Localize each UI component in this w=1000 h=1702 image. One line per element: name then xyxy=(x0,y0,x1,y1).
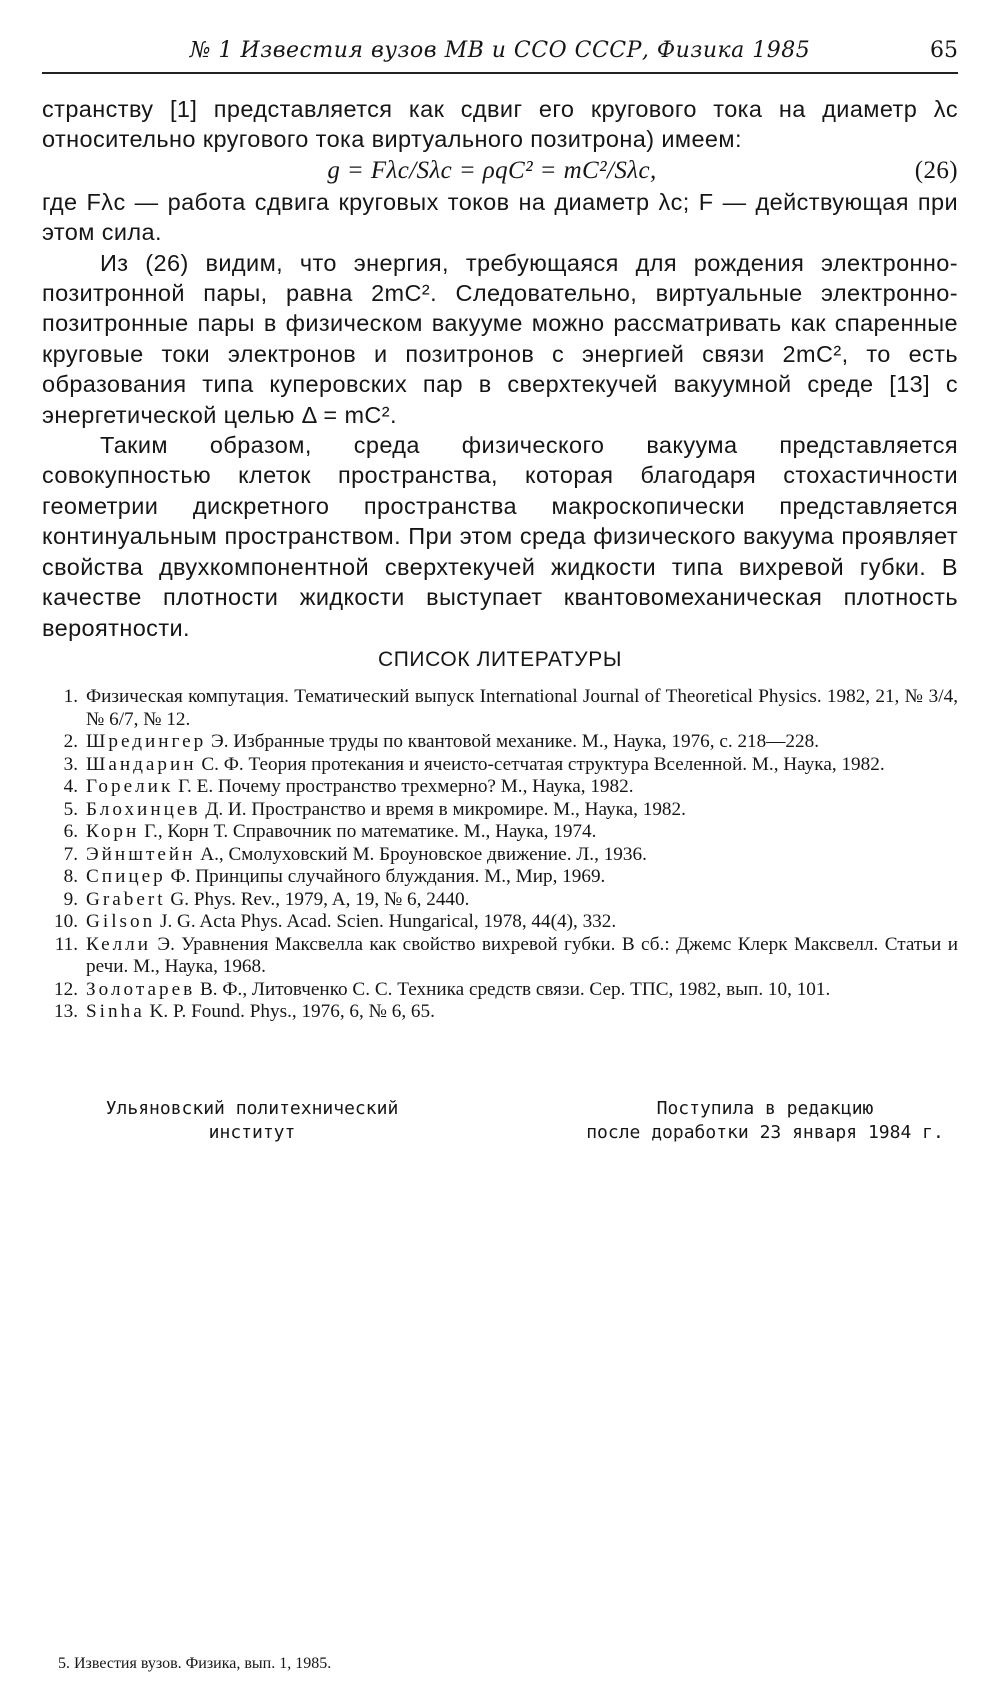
reference-item xyxy=(42,686,958,731)
reference-author: Шредингер xyxy=(86,731,207,752)
reference-author: Спицер xyxy=(86,866,166,887)
reference-item xyxy=(42,979,958,1002)
reference-item xyxy=(42,754,958,777)
reference-item xyxy=(42,844,958,867)
reference-number: 4. xyxy=(63,776,78,797)
reference-number: 6. xyxy=(63,821,78,842)
reference-text: С. Ф. Теория протекания и ячеисто-сетчатая структура Вселенной. М., Наука, 1982. xyxy=(196,753,885,775)
reference-text: Э. Уравнения Максвелла как свойство вихревой губки. В сб.: Джемс Клерк Максвелл. Статьи и речи. М., Наука, 1968. xyxy=(86,933,958,977)
reference-item xyxy=(42,1001,958,1024)
reference-number: 2. xyxy=(63,731,78,752)
reference-author: Блохинцев xyxy=(86,798,201,820)
reference-number: 9. xyxy=(63,888,78,910)
reference-item xyxy=(42,731,958,754)
reference-item xyxy=(42,889,958,912)
formula: g = Fλc/Sλc = ρqC² = mC²/Sλc, xyxy=(327,156,657,184)
reference-text: K. P. Found. Phys., 1976, 6, № 6, 65. xyxy=(144,1001,435,1022)
main-text xyxy=(42,94,958,643)
affiliation-line-2: институт xyxy=(208,1122,296,1143)
reference-text: Э. Избранные труды по квантовой механике. М., Наука, 1976, с. 218—228. xyxy=(206,731,820,752)
received-line-2: после доработки 23 января 1984 г. xyxy=(586,1122,944,1143)
reference-item xyxy=(42,776,958,799)
paragraph-4: Таким образом, среда физического вакуума представляется совокупностью клеток пространства, которая благодаря стохастичности геометрии дискретного пространства макроскопически представляется континуальным пространством. При этом среда физического вакуума проявляет свойства двухкомпонентной сверхтекучей жидкости типа вихревой губки. В качестве плотности жидкости выступает квантовомеханическая плотность вероятности. xyxy=(42,432,958,641)
received-note xyxy=(570,1097,960,1145)
equation-number: (26) xyxy=(914,156,958,184)
reference-author: Grabert xyxy=(86,888,166,910)
reference-text: Г. Е. Почему пространство трехмерно? М., Наука, 1982. xyxy=(173,776,634,797)
reference-text: Д. И. Пространство и время в микромире. М., Наука, 1982. xyxy=(200,798,686,820)
reference-text: Ф. Принципы случайного блуждания. М., Мир, 1969. xyxy=(165,866,606,887)
reference-author: Корн xyxy=(86,821,140,842)
received-line-1: Поступила в редакцию xyxy=(656,1098,874,1119)
page-number: 65 xyxy=(930,38,958,63)
equation-26 xyxy=(42,155,958,187)
reference-author: Эйнштейн xyxy=(86,843,196,865)
reference-text: G. Phys. Rev., 1979, A, 19, № 6, 2440. xyxy=(165,888,470,910)
reference-list xyxy=(42,686,958,1024)
reference-text: В. Ф., Литовченко С. С. Техника средств связи. Сер. ТПС, 1982, вып. 10, 101. xyxy=(195,978,831,1000)
reference-number: 1. xyxy=(63,686,78,707)
journal-title: № 1 Известия вузов МВ и ССО СССР, Физика 1985 xyxy=(189,38,811,63)
reference-item xyxy=(42,934,958,979)
footer-signature: 5. Известия вузов. Физика, вып. 1, 1985. xyxy=(58,1655,332,1672)
paragraph-1: странству [1] представляется как сдвиг его кругового тока на диаметр λc относительно кругового тока виртуального позитрона) имеем: xyxy=(42,96,958,153)
reference-number: 12. xyxy=(54,978,78,1000)
running-header xyxy=(42,38,958,74)
affiliation-line-1: Ульяновский политехнический xyxy=(105,1098,399,1119)
paragraph-3: Из (26) видим, что энергия, требующаяся для рождения электронно-позитронной пары, равна 2mC². Следовательно, виртуальные электронно-позитронные пары в физическом вакууме можно рассматривать как спаренные круговые токи электронов и позитронов с энергией связи 2mC², то есть образования типа куперовских пар в сверхтекучей вакуумной среде [13] с энергетической целью Δ = mC². xyxy=(42,249,958,428)
affiliation xyxy=(92,1097,412,1145)
reference-number: 5. xyxy=(63,798,78,820)
reference-author: Gilson xyxy=(86,911,156,932)
reference-item xyxy=(42,821,958,844)
reference-item xyxy=(42,866,958,889)
reference-author: Келли xyxy=(86,933,152,955)
reference-item xyxy=(42,911,958,934)
reference-text: J. G. Acta Phys. Acad. Scien. Hungarical, 1978, 44(4), 332. xyxy=(155,911,617,932)
reference-number: 13. xyxy=(54,1001,78,1022)
reference-author: Sinha xyxy=(86,1001,145,1022)
reference-author: Шандарин xyxy=(86,753,197,775)
reference-number: 7. xyxy=(63,843,78,865)
reference-number: 10. xyxy=(54,911,78,932)
paragraph-2: где Fλc — работа сдвига круговых токов на диаметр λc; F — действующая при этом сила. xyxy=(42,188,958,246)
reference-text: Физическая компутация. Тематический выпуск International Journal of Theoretical Physics. 1982, 21, № 3/4, № 6/7, № 12. xyxy=(86,686,958,730)
reference-text: А., Смолуховский М. Броуновское движение. Л., 1936. xyxy=(195,843,647,865)
reference-author: Золотарев xyxy=(86,978,196,1000)
references-heading: СПИСОК ЛИТЕРАТУРЫ xyxy=(377,648,623,671)
reference-number: 11. xyxy=(54,933,78,955)
reference-item xyxy=(42,799,958,822)
reference-number: 3. xyxy=(63,753,78,775)
reference-number: 8. xyxy=(63,866,78,887)
reference-author: Горелик xyxy=(86,776,174,797)
reference-text: Г., Корн Т. Справочник по математике. М., Наука, 1974. xyxy=(139,821,597,842)
